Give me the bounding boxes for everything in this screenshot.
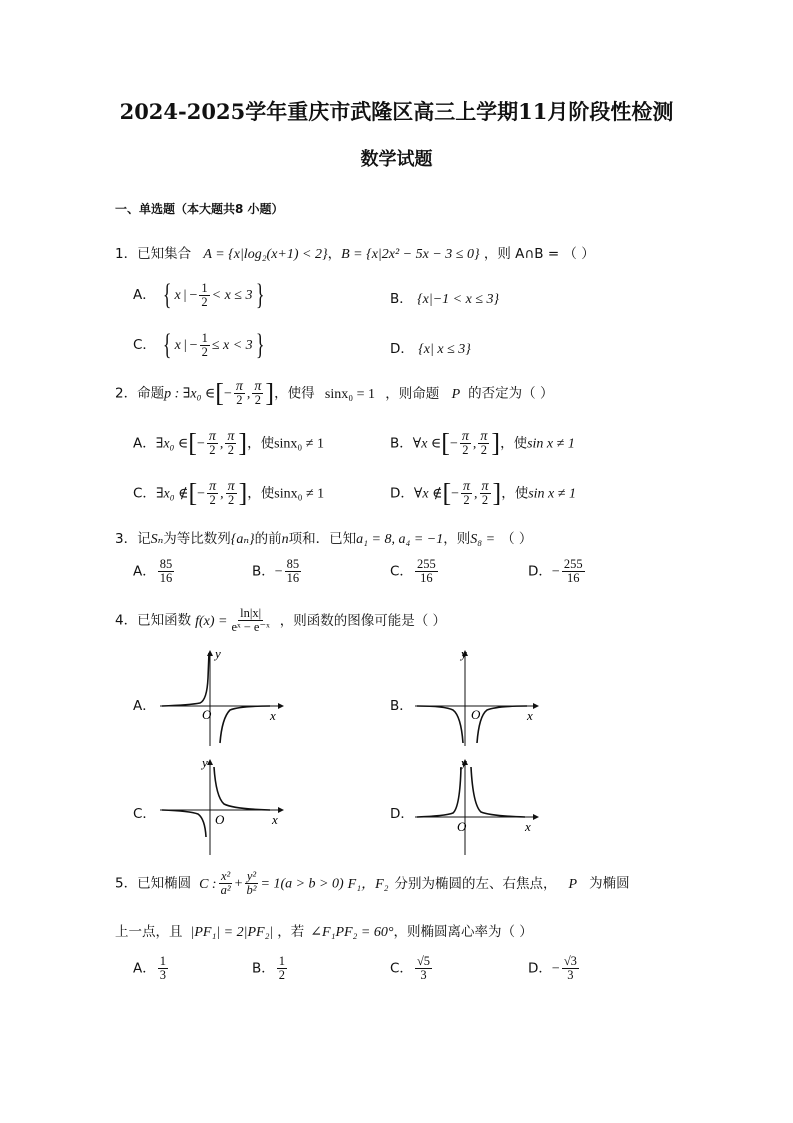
q1-option-c[interactable]: C． { x | − $\frac{1}{2}$ ≤ x < 3}: [133, 328, 265, 361]
q2-a-cond: sinx₀ ≠ 1: [274, 436, 324, 452]
svg-text:O: O: [215, 812, 225, 827]
q1-set-a: A = {x|log₂(x+1) < 2}: [203, 247, 328, 262]
q2-p: P: [451, 386, 461, 402]
q4-graph-c[interactable]: [160, 757, 285, 857]
q1-c-fraction: $\frac{1}{2}$: [201, 330, 208, 359]
option-label: A．: [133, 435, 156, 452]
svg-text:x: x: [525, 819, 531, 834]
svg-text:x: x: [527, 708, 533, 723]
question-4-stem: 4．已知函数 f(x) = $\frac{\ln|x|}{\text{eˣ − e⁻ˣ}}$ ，则函数的图像可能是（ ）: [115, 606, 446, 634]
q5-option-a[interactable]: A． $\frac{1}{3}$: [133, 954, 166, 982]
section-heading: 一、单选题（本大题共8 小题）: [115, 202, 284, 216]
option-label: C．: [390, 563, 413, 580]
q4-option-b-label: B．: [390, 698, 413, 714]
option-label: D．: [528, 960, 552, 977]
q1-d-text: {x| x ≤ 3}: [418, 342, 471, 357]
option-label: B．: [252, 960, 275, 977]
svg-text:y: y: [202, 757, 208, 770]
q1-separator: ，: [327, 246, 342, 262]
q1-a-var: x: [174, 288, 181, 303]
q5-option-d[interactable]: D．− $\frac{√3}{3}$: [528, 954, 577, 982]
q1-stem-prefix: 1．已知集合: [115, 246, 192, 262]
q3-option-b[interactable]: B．− $\frac{85}{16}$: [252, 557, 300, 585]
svg-text:O: O: [202, 707, 212, 722]
svg-text:O: O: [471, 707, 481, 722]
q5-option-b[interactable]: B． $\frac{1}{2}$: [252, 954, 286, 982]
option-label: D．: [390, 341, 414, 357]
svg-text:y: y: [215, 648, 221, 661]
q4-graph-a[interactable]: [160, 648, 285, 748]
q4-graph-d[interactable]: [415, 757, 540, 857]
svg-text:y: y: [461, 648, 467, 661]
option-label: C．: [133, 485, 156, 502]
q4-option-a-label: A．: [133, 698, 156, 714]
svg-text:x: x: [272, 812, 278, 827]
q3-option-d[interactable]: D．− $\frac{255}{16}$: [528, 557, 583, 585]
q2-option-c[interactable]: C．∃x₀ ∉[− $\frac{\pi}{2}$ , $\frac{\pi}{2}$ ]，使sinx₀ ≠ 1: [133, 478, 325, 508]
q2-option-b[interactable]: B．∀x ∈[− $\frac{\pi}{2}$ , $\frac{\pi}{2}$ ]，使sin x ≠ 1: [390, 428, 575, 458]
page-title: 2024-2025学年重庆市武隆区高三上学期11月阶段性检测: [119, 99, 674, 124]
q2-stem-prefix: 2．命题: [115, 385, 165, 402]
q5-option-c[interactable]: C． $\frac{√5}{3}$: [390, 954, 431, 982]
q2-stem-post: ，则命题: [385, 385, 440, 402]
q1-a-cond: < x ≤ 3: [211, 288, 253, 303]
q1-set-b: B = {x|2x² − 5x − 3 ≤ 0}: [341, 247, 480, 262]
q2-b-cond: sin x ≠ 1: [527, 436, 575, 452]
q2-option-d[interactable]: D．∀x ∉[− $\frac{\pi}{2}$ , $\frac{\pi}{2}$ ]，使sin x ≠ 1: [390, 478, 576, 508]
question-5-stem: 5．已知椭圆 C : $\frac{\text{x²}}{\text{a²}}$ + $\frac{\text{y²}}{\text{b²}}$ = 1(a > b > 0) F₁，F₂ 分别为椭圆的左、右焦点， P 为椭圆: [115, 869, 630, 897]
svg-text:y: y: [461, 757, 467, 770]
option-label: A．: [133, 287, 156, 303]
q2-proposition: p : ∃x₀ ∈: [164, 386, 216, 402]
q3-option-c[interactable]: C． $\frac{255}{16}$: [390, 557, 436, 585]
q1-c-cond: ≤ x < 3: [211, 338, 253, 353]
svg-text:O: O: [457, 819, 467, 834]
q4-option-c-label: C．: [133, 806, 156, 822]
q1-option-b[interactable]: [390, 287, 499, 308]
page-subtitle: 数学试题: [360, 149, 433, 170]
option-label: C．: [133, 337, 156, 353]
option-label: A．: [133, 960, 156, 977]
q2-equation: sinx₀ = 1: [324, 386, 375, 402]
q3-option-a[interactable]: A． $\frac{85}{16}$: [133, 557, 173, 585]
question-5-stem-line2: 上一点，且 |PF₁| = 2|PF₂| ，若 ∠F₁PF₂ = 60°，则椭圆离心率为（ ）: [115, 924, 533, 940]
question-3-stem: 3．记Sₙ为等比数列{aₙ}的前n项和．已知a₁ = 8, a₄ = −1，则S₈ = （ ）: [115, 531, 533, 547]
q1-a-fraction: $\frac{1}{2}$: [201, 280, 208, 309]
q2-stem-end: 的否定为（ ）: [468, 385, 554, 402]
option-label: B．: [390, 291, 413, 307]
q2-stem-mid: ，使得: [274, 385, 315, 402]
q1-c-var: x: [174, 338, 181, 353]
q1-option-a[interactable]: A． { x | − $\frac{1}{2}$ < x ≤ 3}: [133, 278, 265, 311]
option-label: B．: [390, 435, 413, 452]
q2-option-a[interactable]: A．∃x₀ ∈[− $\frac{\pi}{2}$ , $\frac{\pi}{2}$ ]，使sinx₀ ≠ 1: [133, 428, 324, 458]
q1-b-text: {x|−1 < x ≤ 3}: [417, 292, 500, 307]
option-label: A．: [133, 563, 156, 580]
q1-option-d[interactable]: [390, 337, 471, 358]
svg-text:x: x: [270, 708, 276, 723]
option-label: D．: [390, 485, 414, 502]
option-label: D．: [528, 563, 552, 580]
option-label: B．: [252, 563, 275, 580]
q2-d-cond: sin x ≠ 1: [528, 486, 576, 502]
q4-option-d-label: D．: [390, 806, 414, 822]
q1-stem-suffix: ，则 A∩B = （ ）: [483, 246, 595, 262]
question-2-stem: 2．命题p : ∃x₀ ∈[− $\frac{\pi}{2}$ , $\frac{\pi}{2}$ ]，使得 sinx₀ = 1 ，则命题 P 的否定为（ ）: [115, 378, 554, 408]
q4-graph-b[interactable]: [415, 648, 540, 748]
option-label: C．: [390, 960, 413, 977]
question-1-stem: [115, 242, 595, 263]
q2-c-cond: sinx₀ ≠ 1: [274, 486, 325, 502]
